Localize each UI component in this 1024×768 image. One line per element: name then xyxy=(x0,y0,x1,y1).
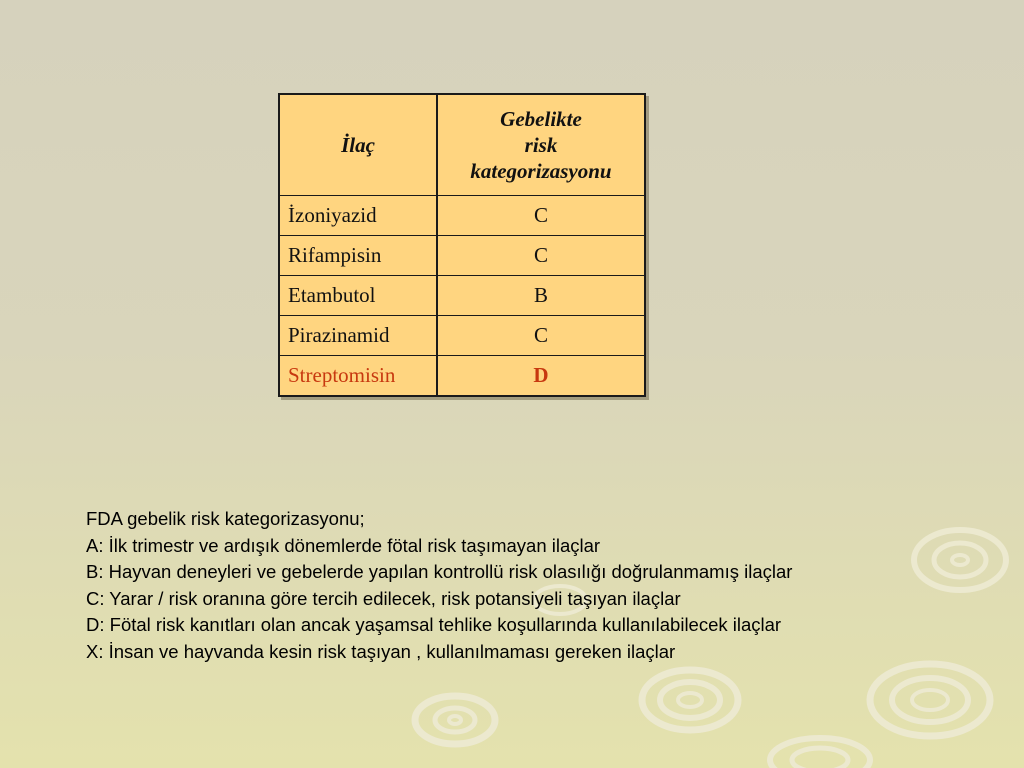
risk-category-cell: C xyxy=(437,236,645,276)
drug-name-cell: İzoniyazid xyxy=(279,196,437,236)
header-category-line: risk xyxy=(524,133,558,157)
legend-item: C: Yarar / risk oranına göre tercih edilecek, risk potansiyeli taşıyan ilaçlar xyxy=(86,587,681,609)
risk-category-cell: B xyxy=(437,276,645,316)
drug-name-cell: Rifampisin xyxy=(279,236,437,276)
legend-item: X: İnsan ve hayvanda kesin risk taşıyan , kullanılmaması gereken ilaçlar xyxy=(86,640,676,662)
table-row xyxy=(279,236,645,276)
fda-category-legend xyxy=(86,506,792,665)
table-row-highlighted xyxy=(279,356,645,397)
header-category-line: kategorizasyonu xyxy=(470,159,612,183)
table-row xyxy=(279,276,645,316)
drug-name-cell: Etambutol xyxy=(279,276,437,316)
drug-name-cell: Pirazinamid xyxy=(279,316,437,356)
legend-item: D: Fötal risk kanıtları olan ancak yaşamsal tehlike koşullarında kullanılabilecek ilaçlar xyxy=(86,614,782,635)
drug-name-cell: Streptomisin xyxy=(279,356,437,397)
risk-category-cell: C xyxy=(437,196,645,236)
header-category xyxy=(437,94,645,196)
legend-item: B: Hayvan deneyleri ve gebelerde yapılan kontrollü risk olasılığı doğrulanmamış ilaçlar xyxy=(86,561,793,582)
table-row xyxy=(279,196,645,236)
table-row xyxy=(279,316,645,356)
risk-category-cell: C xyxy=(437,316,645,356)
drug-risk-table xyxy=(278,93,646,397)
legend-title: FDA gebelik risk kategorizasyonu; xyxy=(86,508,365,529)
table-header-row xyxy=(279,94,645,196)
header-drug: İlaç xyxy=(279,94,437,196)
header-category-line: Gebelikte xyxy=(500,107,582,131)
legend-item: A: İlk trimestr ve ardışık dönemlerde fötal risk taşımayan ilaçlar xyxy=(86,534,601,556)
risk-category-cell: D xyxy=(437,356,645,397)
